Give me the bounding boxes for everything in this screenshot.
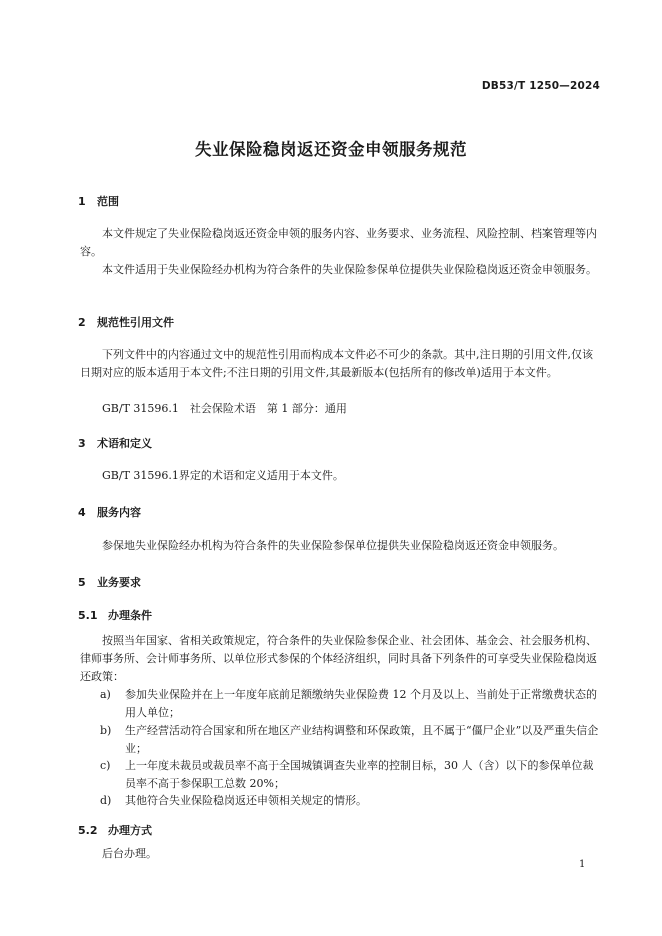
- section-number: 4: [78, 506, 86, 519]
- section-number: 5: [78, 576, 86, 589]
- section-5-1-paragraph-1: 按照当年国家、省相关政策规定，符合条件的失业保险参保企业、社会团体、基金会、社会服务机构、律师事务所、会计师事务所、以单位形式参保的个体经济组织，同时具备下列条件的可享受失业保险稳岗返还政策：: [80, 634, 597, 684]
- normative-reference: GB/T 31596.1 社会保险术语 第 1 部分：通用: [102, 402, 347, 415]
- section-5-heading: [78, 574, 141, 590]
- list-item: [100, 722, 600, 758]
- section-4-heading: [78, 504, 141, 520]
- document-title: 失业保险稳岗返还资金申领服务规范: [195, 140, 467, 159]
- section-number: 1: [78, 195, 86, 208]
- section-title: 范围: [97, 195, 119, 208]
- page-number: 1: [579, 859, 586, 870]
- section-title: 办理方式: [108, 824, 152, 837]
- section-5-2-heading: [78, 822, 152, 838]
- section-3-paragraph-1: GB/T 31596.1界定的术语和定义适用于本文件。: [102, 469, 344, 482]
- list-marker: b): [100, 724, 112, 737]
- list-marker: a): [100, 688, 111, 701]
- section-number: 3: [78, 437, 86, 450]
- list-text: 上一年度未裁员或裁员率不高于全国城镇调查失业率的控制目标，30 人（含）以下的参保单位裁员率不高于参保职工总数 20%；: [125, 759, 594, 791]
- section-2-heading: [78, 314, 174, 330]
- section-number: 5.2: [78, 824, 98, 837]
- list-marker: c): [100, 759, 111, 772]
- section-number: 5.1: [78, 609, 98, 622]
- section-4-paragraph-1: 参保地失业保险经办机构为符合条件的失业保险参保单位提供失业保险稳岗返还资金申领服务。: [102, 539, 564, 552]
- list-item: [100, 757, 600, 793]
- section-title: 办理条件: [108, 609, 152, 622]
- list-text: 其他符合失业保险稳岗返还申领相关规定的情形。: [125, 794, 367, 807]
- section-5-1-heading: [78, 607, 152, 623]
- section-title: 业务要求: [97, 576, 141, 589]
- section-title: 术语和定义: [97, 437, 152, 450]
- section-title: 规范性引用文件: [97, 316, 174, 329]
- standard-code: DB53/T 1250—2024: [481, 80, 600, 92]
- list-text: 生产经营活动符合国家和所在地区产业结构调整和环保政策，且不属于“僵尸企业”以及严重失信企业；: [125, 724, 599, 756]
- list-marker: d): [100, 794, 112, 807]
- section-5-2-paragraph-1: 后台办理。: [102, 847, 157, 860]
- section-1-paragraph-2: 本文件适用于失业保险经办机构为符合条件的失业保险参保单位提供失业保险稳岗返还资金申领服务。: [102, 263, 597, 276]
- section-3-heading: [78, 435, 152, 451]
- section-title: 服务内容: [97, 506, 141, 519]
- section-number: 2: [78, 316, 86, 329]
- section-1-paragraph-1: 本文件规定了失业保险稳岗返还资金申领的服务内容、业务要求、业务流程、风险控制、档案管理等内容。: [80, 227, 597, 259]
- list-item: [100, 686, 600, 722]
- list-item: [100, 792, 600, 810]
- list-text: 参加失业保险并在上一年度年底前足额缴纳失业保险费 12 个月及以上、当前处于正常缴费状态的用人单位；: [125, 688, 597, 720]
- section-2-paragraph-1: 下列文件中的内容通过文中的规范性引用而构成本文件必不可少的条款。其中,注日期的引用文件,仅该日期对应的版本适用于本文件;不注日期的引用文件,其最新版本(包括所有的修改单)适用于本文件。: [80, 348, 593, 380]
- section-1-heading: [78, 193, 119, 209]
